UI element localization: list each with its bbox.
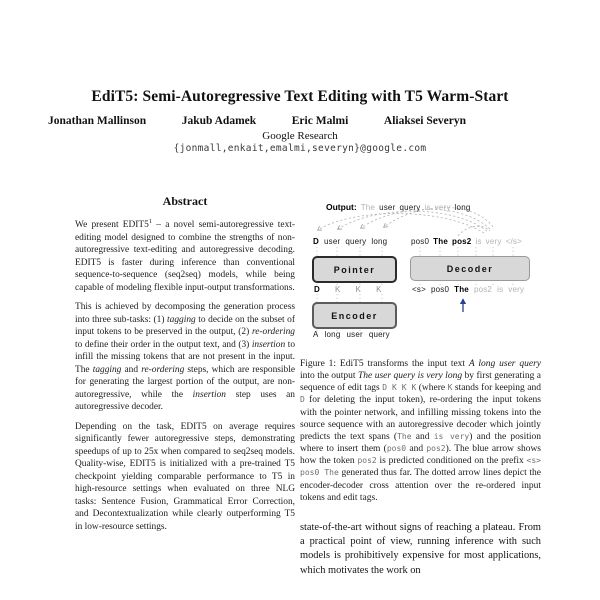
token: user (346, 330, 363, 339)
abstract-paragraph-3: Depending on the task, EDIT5 on average requires significantly fewer autoregressive steps, demonstrating speedups of up to 25x when compared to seq2seq models. Quality-wise, EDIT5 is initialized with a pre-trained T5 checkpoint yielding comparable performance to T5 in high-resource settings when evaluated on three NLG tasks: Sentence Fusion, Grammatical Error Correction, and Decontextualization while clearly outperforming T5 in low-resource settings. (75, 421, 295, 532)
token: D (314, 285, 320, 294)
token: very (508, 285, 525, 294)
abstract-heading: Abstract (162, 194, 208, 208)
author-name: Eric Malmi (291, 115, 349, 127)
token: long (324, 330, 341, 339)
pointer-box-label: Pointer (333, 264, 376, 275)
token: is (424, 203, 431, 212)
author-name: Jakub Adamek (181, 115, 257, 127)
token: query (399, 203, 421, 212)
right-column (300, 200, 541, 588)
token: pos2 (473, 285, 493, 294)
token: The (360, 203, 376, 212)
token: user (323, 237, 341, 246)
token: <s> (412, 285, 426, 294)
token: is (475, 237, 482, 246)
token: pos0 (430, 285, 450, 294)
abstract-paragraph-1: We present $EDIT5^1$ – a novel semi-autoregressive text-editing model designed to combine the strengths of non-autoregressive text-editing and autoregressive decoding. EDIT5 is faster during inference than conventional sequence-to-sequence (seq2seq) models, while being capable of modeling flexible input-output transformations. (75, 218, 295, 293)
token: The (433, 237, 448, 246)
edit-tag-tokens (314, 285, 382, 294)
encoder-box-label: Encoder (331, 310, 378, 321)
token: user (379, 203, 396, 212)
output-sequence (326, 202, 471, 212)
figure-1-caption: Figure 1: EdiT5 transforms the input text A long user query into the output The user query is very long by first generating a sequence of edit tags D K K K (where K stands for keeping and D for deleting the input token), re-ordering the input tokens with the pointer network, and infilling missing tokens into the source sequence with an autoregressive decoder which jointly predicts the text spans (The and is very) and the position where to insert them (pos0 and pos2). The blue arrow shows how the token pos2 is predicted conditioned on the prefix <s> pos0 The generated thus far. The dotted arrow lines depict the encoder-decoder cross attention over the re-ordered input tokens and edit tags. (300, 359, 542, 503)
author-name: Jonathan Mallinson (48, 115, 147, 127)
output-tokens (361, 203, 471, 212)
author-emails: {jonmall,enkait,emalmi,severyn}@google.com (173, 143, 427, 154)
token: The (454, 285, 469, 294)
pointer-input-tokens (313, 237, 387, 246)
figure-1-diagram (300, 200, 541, 352)
body-paragraph: state-of-the-art without signs of reaching a plateau. From a practical point of view, running inference with such models is prohibitively expensive for most applications, which motivates the work on (300, 521, 541, 576)
token: A (313, 330, 319, 339)
paper-title: EdiT5: Semi-Autoregressive Text Editing with T5 Warm-Start (91, 88, 509, 105)
output-label: Output: (326, 202, 357, 212)
token: query (368, 330, 390, 339)
token: K (334, 285, 341, 294)
left-column (75, 194, 295, 540)
decoder-input-tokens (412, 285, 524, 294)
token: very (485, 237, 502, 246)
token: very (434, 203, 451, 212)
decoder-output-tokens (411, 237, 522, 246)
decoder-box-label: Decoder (446, 263, 494, 274)
token: K (376, 285, 382, 294)
decoder-box (410, 256, 530, 281)
affiliation: Google Research (262, 130, 338, 142)
token: D (313, 237, 319, 246)
token: long (454, 203, 471, 212)
token: long (371, 237, 388, 246)
token: is (497, 285, 504, 294)
author-name: Aliaksei Severyn (383, 115, 466, 127)
encoder-input-tokens (313, 330, 390, 339)
token: pos0 (411, 237, 430, 246)
encoder-box (312, 302, 397, 329)
token: pos2 (451, 237, 472, 246)
token: query (345, 237, 367, 246)
pointer-box (312, 256, 397, 283)
author-list (48, 115, 466, 127)
token: K (355, 285, 362, 294)
abstract-paragraph-2: This is achieved by decomposing the generation process into three sub-tasks: (1) tagging to decide on the subset of input tokens to be preserved in the output, (2) re-ordering to define their order in the output text, and (3) insertion to infill the missing tokens that are not present in the input. The tagging and re-ordering steps, which are responsible for generating the largest portion of the output, are non-autoregressive, while the insertion step uses an autoregressive decoder. (75, 302, 296, 413)
token: </s> (505, 237, 522, 246)
